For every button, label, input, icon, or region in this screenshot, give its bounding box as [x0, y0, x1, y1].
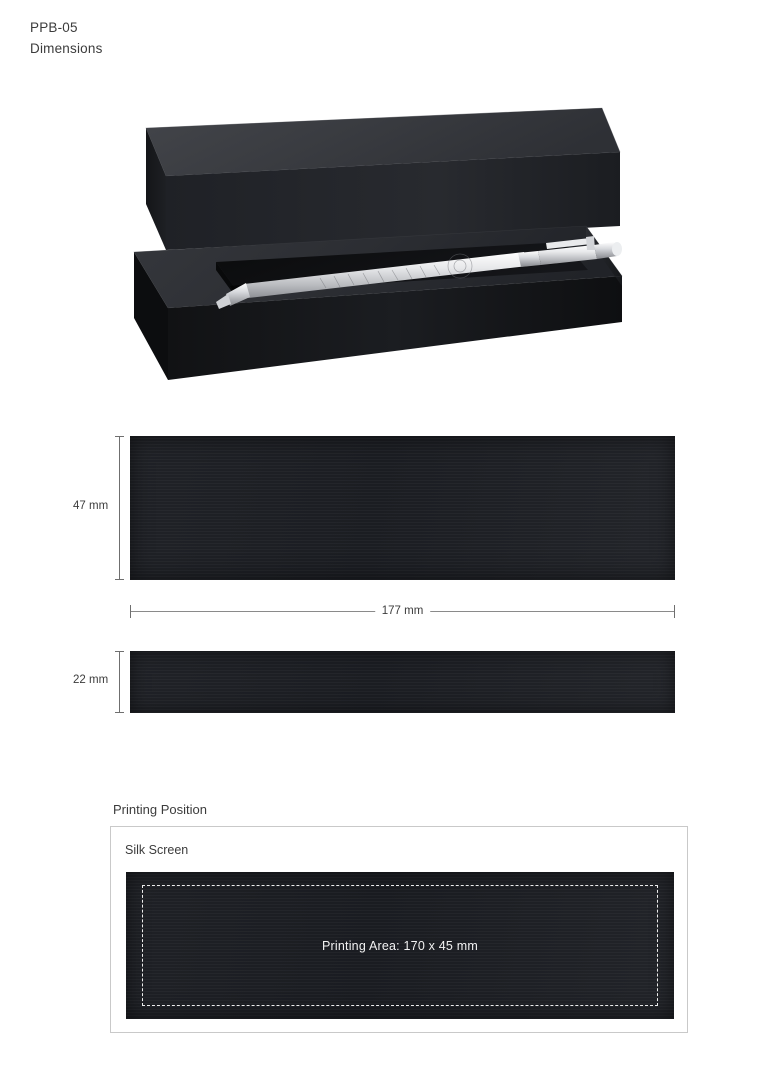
dimension-cap-bottom	[115, 579, 124, 580]
printing-area-label: Printing Area: 170 x 45 mm	[322, 938, 478, 953]
dimension-depth-label: 22 mm	[73, 674, 109, 686]
dimension-cap-right	[674, 605, 675, 618]
dimension-width-177mm	[130, 604, 675, 618]
printing-area-outline	[142, 885, 658, 1006]
product-photo	[120, 80, 640, 410]
dimension-cap-bottom	[115, 712, 124, 713]
box-front-panel-swatch	[130, 436, 675, 580]
page-title: Dimensions	[30, 40, 103, 56]
dimension-line-vertical	[119, 436, 120, 580]
product-code: PPB-05	[30, 20, 78, 35]
page-header	[30, 18, 103, 60]
dimension-width-label: 177 mm	[375, 604, 431, 618]
printing-surface-swatch	[126, 872, 674, 1019]
box-side-panel-swatch	[130, 651, 675, 713]
dimension-cap-top	[115, 436, 124, 437]
printing-position-title: Printing Position	[113, 802, 207, 817]
printing-method-label: Silk Screen	[125, 843, 189, 857]
dimension-line-vertical	[119, 651, 120, 713]
dimension-height-label: 47 mm	[73, 500, 109, 512]
dimension-cap-top	[115, 651, 124, 652]
printing-position-panel	[110, 826, 688, 1033]
